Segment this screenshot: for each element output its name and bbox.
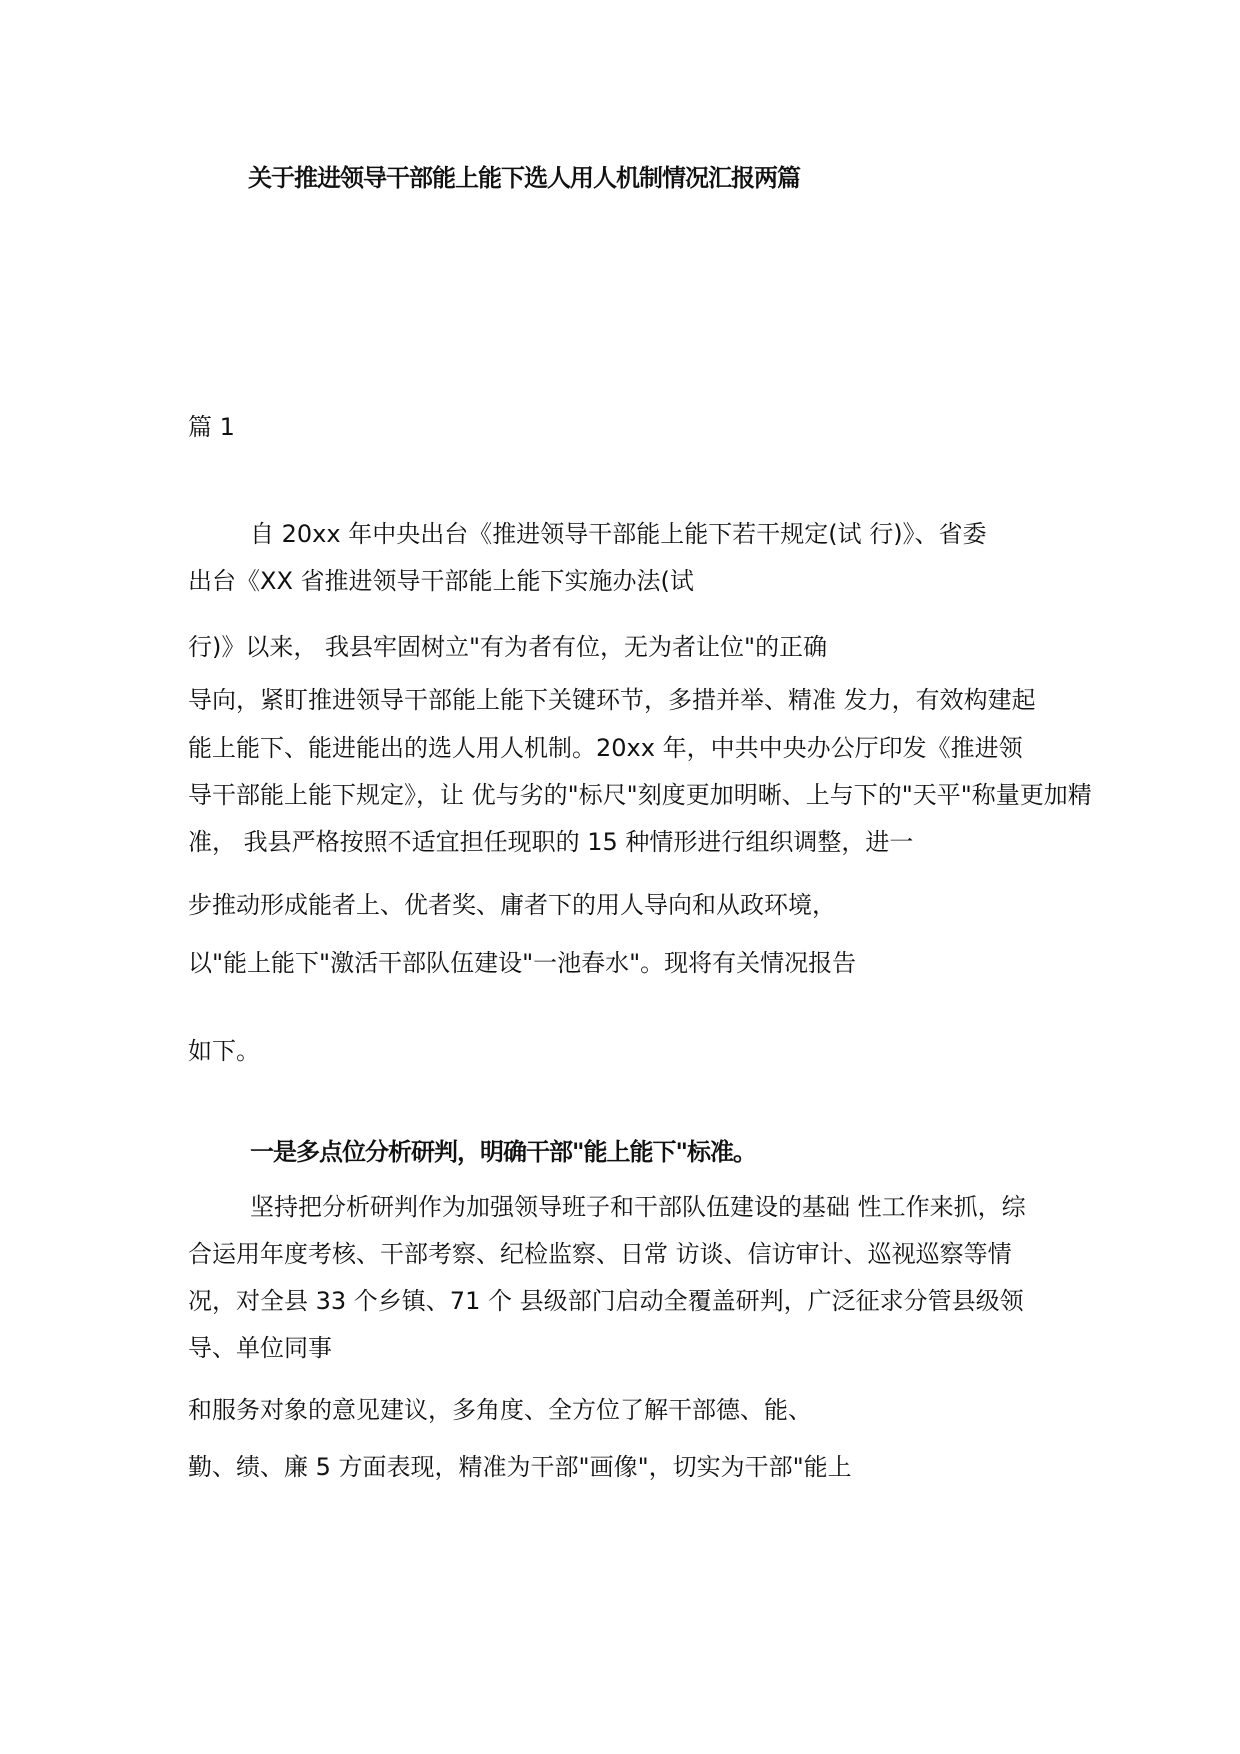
paragraph-2-line-4: 导、单位同事 <box>188 1334 332 1362</box>
paragraph-1-line-7: 准， 我县严格按照不适宜担任现职的 15 种情形进行组织调整，进一 <box>188 828 914 856</box>
paragraph-2-line-3: 况，对全县 33 个乡镇、71 个 县级部门启动全覆盖研判，广泛征求分管县级领 <box>188 1287 1024 1315</box>
paragraph-1-line-9: 以"能上能下"激活干部队伍建设"一池春水"。现将有关情况报告 <box>188 949 857 977</box>
paragraph-1-line-8: 步推动形成能者上、优者奖、庸者下的用人导向和从政环境， <box>188 891 836 919</box>
paragraph-2-line-6: 勤、绩、廉 5 方面表现，精准为干部"画像"，切实为干部"能上 <box>188 1453 852 1481</box>
paragraph-1-line-2: 出台《XX 省推进领导干部能上能下实施办法(试 <box>188 567 694 595</box>
paragraph-1-line-5: 能上能下、能进能出的选人用人机制。20xx 年，中共中央办公厅印发《推进领 <box>188 734 1023 762</box>
paragraph-1-line-10: 如下。 <box>188 1037 260 1065</box>
paragraph-1-line-3: 行)》以来， 我县牢固树立"有为者有位，无为者让位"的正确 <box>188 633 828 661</box>
paragraph-2-line-1: 坚持把分析研判作为加强领导班子和干部队伍建设的基础 性工作来抓，综 <box>250 1193 1026 1221</box>
document-title: 关于推进领导干部能上能下选人用人机制情况汇报两篇 <box>248 164 800 192</box>
paragraph-2-line-2: 合运用年度考核、干部考察、纪检监察、日常 访谈、信访审计、巡视巡察等情 <box>188 1240 1012 1268</box>
paragraph-1-line-6: 导干部能上能下规定》，让 优与劣的"标尺"刻度更加明晰、上与下的"天平"称量更加精 <box>188 781 1092 809</box>
paragraph-1-line-4: 导向，紧盯推进领导干部能上能下关键环节，多措并举、精准 发力，有效构建起 <box>188 686 1036 714</box>
paragraph-1-line-1: 自 20xx 年中央出台《推进领导干部能上能下若干规定(试 行)》、省委 <box>250 520 987 548</box>
section-heading-1: 一是多点位分析研判，明确干部"能上能下"标准。 <box>250 1138 757 1166</box>
paragraph-2-line-5: 和服务对象的意见建议，多角度、全方位了解干部德、能、 <box>188 1396 812 1424</box>
section-label: 篇 1 <box>188 413 235 441</box>
